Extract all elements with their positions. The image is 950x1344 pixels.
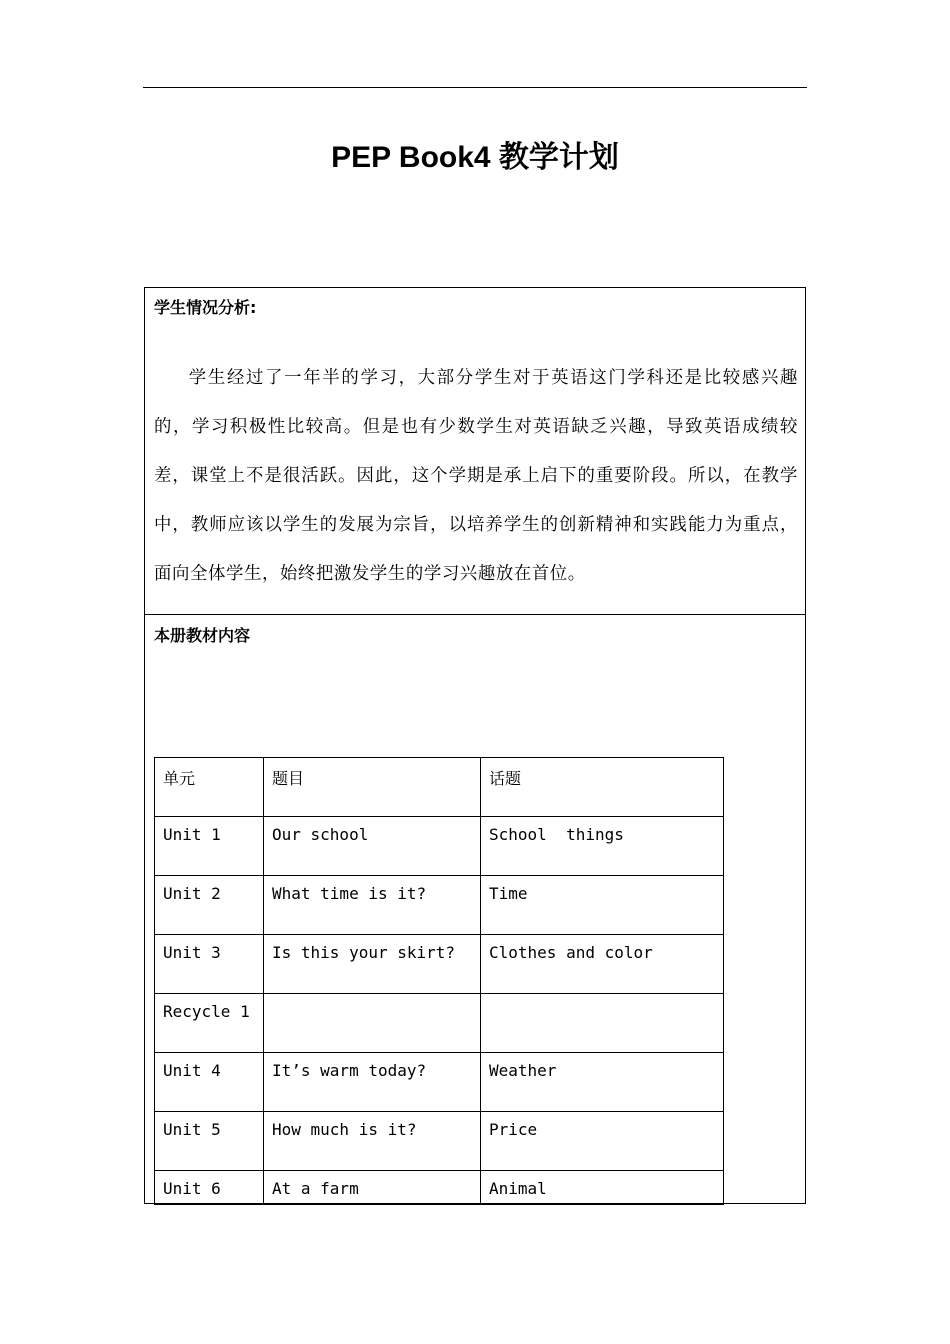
cell-topic: Time <box>481 876 724 935</box>
header-unit: 单元 <box>155 758 264 817</box>
cell-topic: Clothes and color <box>481 935 724 994</box>
cell-topic <box>481 994 724 1053</box>
page-title: PEP Book4 教学计划 <box>331 141 619 174</box>
cell-title <box>264 994 481 1053</box>
table-row <box>155 1171 724 1205</box>
header-rule <box>143 87 807 88</box>
section-divider <box>145 614 805 615</box>
cell-title: Our school <box>264 817 481 876</box>
unit-table <box>154 757 724 1205</box>
cell-topic: Animal <box>481 1171 724 1205</box>
cell-unit: Recycle 1 <box>155 994 264 1053</box>
table-row <box>155 994 724 1053</box>
table-row <box>155 1112 724 1171</box>
cell-unit: Unit 3 <box>155 935 264 994</box>
cell-title: At a farm <box>264 1171 481 1205</box>
header-title: 题目 <box>264 758 481 817</box>
cell-unit: Unit 4 <box>155 1053 264 1112</box>
cell-unit: Unit 1 <box>155 817 264 876</box>
table-row <box>155 876 724 935</box>
table-row <box>155 935 724 994</box>
student-analysis-paragraph: 学生经过了一年半的学习，大部分学生对于英语这门学科还是比较感兴趣的，学习积极性比较高。但是也有少数学生对英语缺乏兴趣，导致英语成绩较差，课堂上不是很活跃。因此，这个学期是承上启下的重要阶段。所以，在教学中，教师应该以学生的发展为宗旨，以培养学生的创新精神和实践能力为重点，面向全体学生，始终把激发学生的学习兴趣放在首位。 <box>154 368 798 584</box>
cell-title: It’s warm today? <box>264 1053 481 1112</box>
cell-unit: Unit 2 <box>155 876 264 935</box>
cell-title: What time is it? <box>264 876 481 935</box>
plan-frame <box>144 287 806 1204</box>
table-header-row <box>155 758 724 817</box>
student-analysis-heading: 学生情况分析: <box>154 298 257 317</box>
cell-title: Is this your skirt? <box>264 935 481 994</box>
table-row <box>155 817 724 876</box>
table-row <box>155 1053 724 1112</box>
cell-title: How much is it? <box>264 1112 481 1171</box>
cell-topic: School things <box>481 817 724 876</box>
textbook-content-heading: 本册教材内容 <box>154 626 251 645</box>
header-topic: 话题 <box>481 758 724 817</box>
cell-topic: Weather <box>481 1053 724 1112</box>
cell-topic: Price <box>481 1112 724 1171</box>
cell-unit: Unit 6 <box>155 1171 264 1205</box>
cell-unit: Unit 5 <box>155 1112 264 1171</box>
